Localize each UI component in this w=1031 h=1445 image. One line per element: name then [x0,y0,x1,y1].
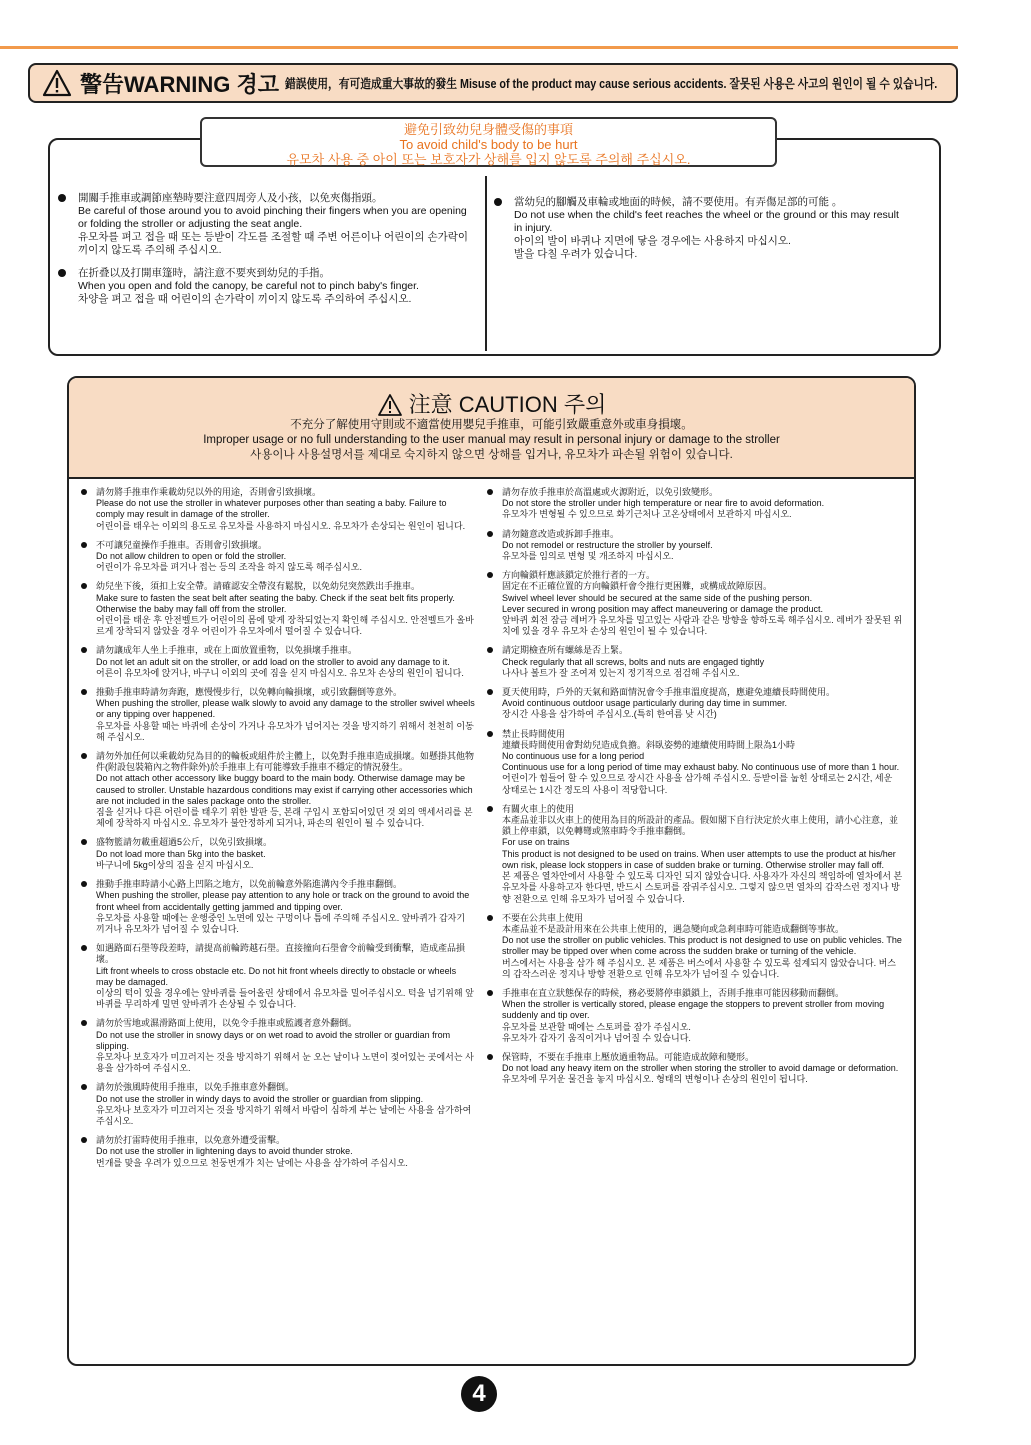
bullet-icon [81,689,87,695]
item-text: Do not use the stroller on public vehicles. This product is not designed to use on public vehicles. The stroller may be tipped over when come across the sudden brake or turning of the vehicle. [502,935,902,957]
caution-title: 注意 CAUTION 주의 [408,392,607,417]
bullet-icon [58,194,66,202]
item-text: Make sure to fasten the seat belt after seating the baby. Check if the seat belt fits properly. Otherwise the baby may fall off from the stroller. [96,592,455,614]
caution-line-ko: 사용이나 사용설명서를 제대로 숙지하지 않으면 상해를 입거나, 유모차가 파손될 위험이 있습니다. [250,449,733,461]
item-text: 不要在公共車上使用 [502,912,584,923]
bullet-icon [487,731,493,737]
warning-title: 警告WARNING 경고 [80,71,279,97]
item-text: Do not use when the child's feet reaches the wheel or the ground or this may result in injury. [514,209,899,234]
item-text: 手推車在直立狀態保存的時候，務必要將停車鎖鎖上，否則手推車可能因移動而翻倒。 [502,987,845,998]
top-rule [0,46,958,49]
list-item [79,487,475,532]
bullet-icon [487,572,493,578]
list-item [79,879,475,935]
list-item [79,1082,475,1127]
item-text: 本產品並不是設計用來在公共車上使用的，遇急變向或急剎車時可能造成翻倒等事故。 [502,923,845,934]
list-item [485,1052,903,1086]
bullet-icon [494,198,502,206]
item-text: 아이의 발이 바퀴나 지면에 닿을 경우에는 사용하지 마십시오. [514,235,791,247]
item-text: 夏天使用時，戶外的天氣和路面情況會令手推車溫度提高，應避免連續長時間使用。 [502,687,836,698]
bullet-icon [487,689,493,695]
bullet-icon [81,489,87,495]
avoid-zh: 避免引致幼兒身體受傷的事項 [403,122,573,137]
caution-header [69,378,914,479]
bullet-icon [81,945,87,951]
list-item [79,943,475,1010]
list-item [50,267,475,306]
warning-subtitle: 錯誤使用，有可造成重大事故的發生 Misuse of the product may cause serious accidents. 잘못된 사용은 사고의 원인이 될 수 있습니다. [284,77,938,91]
list-item [485,913,903,980]
item-text: Swivel wheel lever should be secured at the same side of the pushing person. [502,592,813,603]
caution-right-column [485,487,903,1094]
item-text: 不可讓兒童操作手推車。否則會引致損壞。 [96,539,268,550]
item-text: Do not allow children to open or fold the stroller. [96,551,287,562]
item-text: Check regularly that all screws, bolts and nuts are engaged tightly [502,656,765,667]
item-text: 어른이 유모차에 앉거나, 바구니 이외의 곳에 짐을 싣지 마십시오. 유모차 손상의 원인이 됩니다. [96,667,464,678]
bullet-icon [487,531,493,537]
item-text: Do not attach other accessory like buggy board to the main body. Otherwise damage may be caused to stroller. Unstable hazardous conditions may exist if carrying other accessories which are not included in the sales package onto the stroller. [96,773,473,806]
item-text: 禁止長時間使用 [502,728,566,739]
bullet-icon [487,806,493,812]
item-text: 이상의 턱이 있을 경우에는 앞바퀴를 들어올린 상태에서 유모차를 밀어주십시오. 턱을 넘기위해 앞바퀴를 무리하게 밀면 앞바퀴가 손상될 수 있습니다. [96,987,474,1010]
item-text: Continuous use for a long period of time may exhaust baby. No continuous use of more than 1 hour. [502,762,900,773]
item-text: 固定在不正確位置的方向輪鎖杆會令推行更困難，或構成故障原因。 [502,581,773,592]
warning-triangle-icon [42,69,72,97]
item-text: 保管時，不要在手推車上壓放過重物品。可能造成故障和變形。 [502,1051,755,1062]
item-text: 유모차를 보관할 때에는 스토퍼를 잠가 주십시오. [502,1021,691,1032]
item-text: 開關手推車或調節座墊時要注意四周旁人及小孩，以免夾傷指頭。 [78,192,383,204]
list-item [485,487,903,521]
bullet-icon [81,881,87,887]
list-item [79,751,475,829]
list-item [485,687,903,721]
item-text: 請勿將手推車作乘載幼兒以外的用途，否則會引致損壞。 [96,487,322,497]
item-text: When pushing the stroller, please walk slowly to avoid any damage to the stroller swivel wheels or any tipping over happened. [96,698,475,720]
warning-banner [28,63,958,103]
item-text: 번개를 맞을 우려가 있으므로 천둥번개가 치는 날에는 사용을 삼가하여 주십시오. [96,1157,408,1168]
item-text: Lift front wheels to cross obstacle etc. Do not hit front wheels directly to obstacle or wheels may be damaged. [96,965,457,987]
caution-box [67,376,916,1366]
bullet-icon [81,647,87,653]
item-text: 推動手推車時請勿奔跑，應慢慢步行，以免轉向輪損壞，或引致翻倒等意外。 [96,687,403,698]
item-text: Do not load any heavy item on the stroller when storing the stroller to avoid damage or deformation. [502,1063,899,1074]
bullet-icon [58,269,66,277]
bullet-icon [81,839,87,845]
item-text: 請勿存放手推車於高溫處或火源附近，以免引致變形。 [502,487,719,497]
bullet-icon [487,647,493,653]
item-text: 차양을 펴고 접을 때 어린이의 손가락이 끼이지 않도록 주의하여 주십시오. [78,293,412,305]
item-text: Avoid continuous outdoor usage particularly during day time in summer. [502,698,787,709]
bullet-icon [81,542,87,548]
item-text: 請勿隨意改造或拆卸手推車。 [502,528,620,539]
warning-right-column [486,196,906,271]
list-item [79,581,475,637]
item-text: Do not use the stroller in snowy days or on wet road to avoid the stroller or guardian from slipping. [96,1029,451,1051]
item-text: 어린이를 태우는 이외의 용도로 유모차를 사용하지 마십시오. 유모차가 손상되는 원인이 됩니다. [96,520,466,531]
list-item [485,529,903,563]
list-item [79,1135,475,1169]
bullet-icon [487,990,493,996]
item-text: 請勿外加任何以乘載幼兒為目的的輪板或組件於主體上，以免對手推車造成損壞。如懸掛其他物件(附設包裝箱內之物件除外)於手推車上有可能導致手推車不穩定的情況發生。 [96,751,475,773]
item-text: 짐을 싣거나 다른 어린이를 태우기 위한 발판 등, 본래 구입시 포함되어있던 것 외의 액세서리를 본체에 장착하지 마십시오. 유모차가 불안정하게 되거나, 파손의 원인이 될 수 있습니다. [96,807,473,829]
item-text: 當幼兒的腳觸及車輪或地面的時候，請不要使用。有弄傷足部的可能 。 [514,196,843,208]
item-text: 有關火車上的使用 [502,803,575,814]
caution-left-column [79,487,475,1177]
bullet-icon [81,1084,87,1090]
warning-left-column [50,192,475,316]
list-item [50,192,475,257]
item-text: Do not remodel or restructure the stroller by yourself. [502,539,713,550]
item-text: 請勿於雪地或濕滑路面上使用，以免令手推車或監護者意外翻倒。 [96,1018,358,1029]
bullet-icon [81,1020,87,1026]
item-text: Do not use the stroller in lightening days to avoid thunder stroke. [96,1146,353,1157]
item-text: 나사나 볼트가 잘 조여져 있는지 정기적으로 점검해 주십시오. [502,667,740,678]
bullet-icon [487,915,493,921]
avoid-header [200,117,777,167]
item-text: 盛物籃請勿載重超過5公斤，以免引致損壞。 [96,837,273,848]
item-text: 발을 다칠 우려가 있습니다. [514,248,638,260]
item-text: 請勿讓成年人坐上手推車，或在上面放置重物，以免損壞手推車。 [96,645,358,656]
item-text: Please do not use the stroller in whatever purposes other than seating a baby. Failure to comply may result in damage of the stroller. [96,498,447,520]
item-text: For use on trains [502,837,570,848]
item-text: 유모차를 펴고 접을 때 또는 등받이 각도를 조절할 때 주변 어른이나 어린이의 손가락이 끼이지 않도록 주의해 주십시오. [78,231,469,256]
item-text: When pushing the stroller, please pay attention to any hole or track on the ground to avoid the front wheel from accidentally getting jammed and tipping over. [96,890,470,912]
item-text: 請定期檢查所有螺絲是否上緊。 [502,645,629,656]
item-text: 請勿於強風時使用手推車，以免手推車意外翻倒。 [96,1082,295,1093]
item-text: 方向輪鎖杆應該鎖定於推行者的一方。 [502,570,656,581]
item-text: 如遇路面石壆等段差時，請提高前輪跨越石壆。直接撞向石壆會令前輪受到衝擊，造成產品損壞。 [96,943,466,965]
bullet-icon [81,583,87,589]
item-text: Do not store the stroller under high temperature or near fire to avoid deformation. [502,498,825,509]
item-text: Do not let an adult sit on the stroller, or add load on the stroller to avoid any damage to it. [96,656,450,667]
item-text: Be careful of those around you to avoid pinching their fingers when you are opening or folding the stroller or adjusting the seat angle. [78,205,467,230]
bullet-icon [81,1137,87,1143]
item-text: 버스에서는 사용을 삼가 해 주십시오. 본 제품은 버스에서 사용할 수 있도록 설계되지 않았습니다. 버스의 갑작스러운 정지나 방향 전환으로 인해 유모차가 넘어질 수 있습니다. [502,957,896,979]
caution-triangle-icon [377,393,403,417]
item-text: 유모차나 보호자가 미끄러지는 것을 방지하기 위해서 바람이 심하게 부는 날에는 사용을 삼가하여 주십시오. [96,1104,472,1126]
item-text: 유모차를 사용할 때는 바퀴에 손상이 가거나 유모차가 넘어지는 것을 방지하기 위해서 천천히 이동해 주십시오. [96,720,474,742]
list-item [79,645,475,679]
item-text: 幼兒坐下後，須扣上安全帶。請確認安全帶沒有鬆脫，以免幼兒突然跌出手推車。 [96,581,421,592]
item-text: This product is not designed to be used on trains. When user attempts to use the product at his/her own risk, please lock stoppers in case of sudden brake or turning. Otherwise stroller may fall off. [502,848,896,870]
item-text: 유모차나 보호자가 미끄러지는 것을 방지하기 위해서 눈 오는 날이나 노면이 젖어있는 곳에서는 사용을 삼가하여 주십시오. [96,1051,474,1074]
item-text: 앞바퀴 회전 잠금 레버가 유모차를 밀고있는 사람과 같은 방향을 향하도록 해주십시오. 레버가 잘못된 위치에 있을 경우 유모차 손상의 원인이 될 수 있습니다. [502,615,903,637]
list-item [485,804,903,905]
item-text: 連續長時間使用會對幼兒造成負擔。斜臥姿勢的連續使用時間上限為1小時 [502,739,796,750]
item-text: When you open and fold the canopy, be careful not to pinch baby's finger. [78,280,419,292]
bullet-icon [487,1054,493,1060]
list-item [485,729,903,796]
item-text: 請勿於打雷時使用手推車，以免意外遭受雷擊。 [96,1135,286,1146]
item-text: No continuous use for a long period [502,751,645,762]
item-text: 유모차에 무거운 물건을 놓지 마십시오. 형태의 변형이나 손상의 원인이 됩니다. [502,1074,808,1085]
item-text: 바구니에 5kg이상의 짐을 싣지 마십시오. [96,859,254,870]
item-text: Do not load more than 5kg into the basket. [96,848,266,859]
avoid-ko: 유모차 사용 중 아이 또는 보호자가 상해를 입지 않도록 주의해 주십시오. [286,152,691,167]
item-text: 장시간 사용을 삼가하여 주십시오.(특히 한여름 낮 시간) [502,709,717,720]
item-text: Do not use the stroller in windy days to avoid the stroller or guardian from slipping. [96,1093,424,1104]
item-text: 유모차가 변형될 수 있으므로 화기근처나 고온상태에서 보관하지 마십시오. [502,509,792,520]
avoid-en: To avoid child's body to be hurt [399,137,578,152]
list-item [79,1018,475,1074]
item-text: 유모차를 임의로 변형 및 개조하지 마십시오. [502,551,674,562]
list-item [79,837,475,871]
caution-line-zh: 不充分了解使用守則或不適當使用嬰兒手推車，可能引致嚴重意外或車身損壞。 [290,419,693,431]
list-item [485,645,903,679]
list-item [79,540,475,574]
list-item [485,988,903,1044]
caution-line-en: Improper usage or no full understanding to the user manual may result in personal injury or damage to the stroller [203,434,780,446]
item-text: 推動手推車時請小心路上凹陷之地方，以免前輪意外陷進溝內令手推車翻倒。 [96,879,403,890]
page-number: 4 [461,1376,497,1412]
item-text: 本產品並非以火車上的使用為目的所設計的產品。假如閣下自行決定於火車上使用，請小心注意，並鎖上停車鎖，以免轉彎或煞車時令手推車翻倒。 [502,815,899,837]
item-text: 본 제품은 열차안에서 사용할 수 있도록 디자인 되지 않았습니다. 사용자가 자신의 책임하에 열차에서 본 유모차를 사용하고자 한다면, 반드시 스토퍼를 잠궈주십시오. 그렇지 않으면 열차의 갑작스런 정지나 방향 전환으로 인해 유모차가 넘어질 수 있습니다. [502,871,903,904]
item-text: 在折叠以及打開車篷時，請注意不要夾到幼兒的手指。 [78,267,330,279]
bullet-icon [487,489,493,495]
list-item [79,687,475,743]
item-text: 어린이가 유모차를 펴거나 접는 등의 조작을 하지 않도록 해주십시오. [96,562,362,573]
item-text: 어린이가 힘들어 할 수 있으므로 장시간 사용을 삼가해 주십시오. 등받이를 눕힌 상태로는 2시간, 세운 상태로는 1시간 정도의 사용이 적당합니다. [502,773,893,795]
item-text: 유모차가 갑자기 움직이거나 넘어질 수 있습니다. [502,1032,691,1043]
item-text: When the stroller is vertically stored, please engage the stoppers to prevent stroller from moving suddenly and tip over. [502,999,885,1021]
item-text: 어린이를 태운 후 안전벨트가 어린이의 몸에 맞게 장착되었는지 확인해 주십시오. 안전벨트가 올바르게 장착되지 않았을 경우 어린이가 유모차에서 떨어질 수 있습니다. [96,615,474,637]
item-text: 유모차를 사용할 때에는 운행중인 노면에 있는 구멍이나 틈에 주의해 주십시오. 앞바퀴가 갑자기 끼거나 유모차가 넘어질 수 있습니다. [96,912,466,934]
bullet-icon [81,753,87,759]
list-item [486,196,906,261]
item-text: Lever secured in wrong position may affect maneuvering or damage the product. [502,603,824,614]
list-item [485,570,903,637]
